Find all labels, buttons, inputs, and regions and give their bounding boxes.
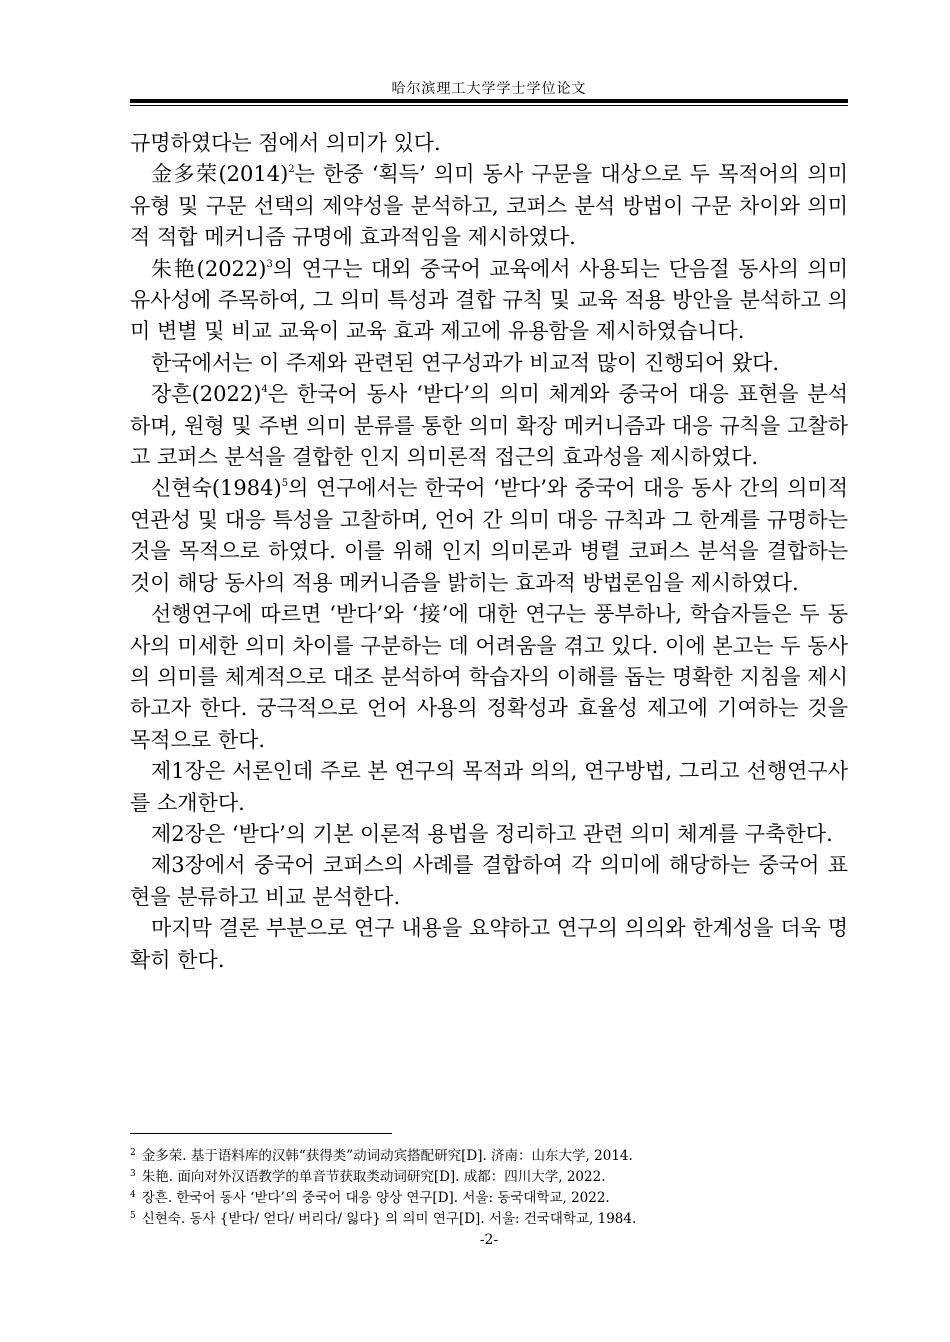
paragraph-text: 제1장은 서론인데 주로 본 연구의 목적과 의의, 연구방법, 그리고 선행연구사를 소개한다. xyxy=(130,759,848,815)
paragraph xyxy=(130,913,848,976)
paragraph xyxy=(130,819,848,850)
paragraph-text: 는 한중 ‘획득’ 의미 동사 구문을 대상으로 두 목적어의 의미 유형 및 구문 선택의 제약성을 분석하고, 코퍼스 분석 방법이 구문 차이와 의미적 적합 메커니즘 규명에 효과적임을 제시하였다. xyxy=(130,162,848,250)
paragraph-text: 신현숙(1984) xyxy=(151,476,282,501)
paragraph-text: 제2장은 ‘받다’의 기본 이론적 용법을 정리하고 관련 의미 체계를 구축한다. xyxy=(151,821,833,846)
footnotes xyxy=(130,1146,848,1230)
paragraph-text: 의 연구에서는 한국어 ‘받다’와 중국어 대응 동사 간의 의미적 연관성 및 대응 특성을 고찰하며, 언어 간 의미 대응 규칙과 그 한계를 규명하는 것을 목적으로 하였다. 이를 위해 인지 의미론과 병렬 코퍼스 분석을 결합하는 것이 해당 동사의 적용 메커니즘을 밝히는 효과적 방법론임을 제시하였다. xyxy=(130,476,848,595)
paragraph xyxy=(130,473,848,599)
paragraph-text: 朱艳(2022) xyxy=(151,256,267,281)
footnote-number: 4 xyxy=(130,1190,136,1200)
footnote-text: 金多荣. 基于语料库的汉韩“获得类”动词动宾搭配研究[D]. 济南：山东大学, 2014. xyxy=(141,1148,633,1164)
paragraph-text: 규명하였다는 점에서 의미가 있다. xyxy=(130,131,441,155)
footnote xyxy=(130,1188,848,1209)
footnote-number: 2 xyxy=(130,1148,136,1158)
header-rule-thick xyxy=(130,99,848,103)
paragraph xyxy=(130,254,848,348)
footnote xyxy=(130,1209,848,1230)
paragraph-text: 제3장에서 중국어 코퍼스의 사례를 결합하여 각 의미에 해당하는 중국어 표현을 분류하고 비교 분석한다. xyxy=(130,853,848,909)
paragraph-text: 은 한국어 동사 ‘받다’의 의미 체계와 중국어 대응 표현을 분석하며, 원형 및 주변 의미 분류를 통한 의미 확장 메커니즘과 대응 규칙을 고찰하고 코퍼스 분석을 결합한 인지 의미론적 접근의 효과성을 제시하였다. xyxy=(130,382,848,470)
paragraph xyxy=(130,599,848,756)
header-rule-thin xyxy=(130,105,848,106)
footnote-ref: 5 xyxy=(281,478,289,490)
footnote-ref: 4 xyxy=(261,384,268,396)
paragraph xyxy=(130,348,848,379)
paragraph xyxy=(130,128,848,159)
paragraph xyxy=(130,850,848,913)
footnote-number: 5 xyxy=(130,1211,136,1221)
paragraph-text: 의 연구는 대외 중국어 교육에서 사용되는 단음절 동사의 의미 유사성에 주목하여, 그 의미 특성과 결합 규칙 및 교육 적용 방안을 분석하고 의미 변별 및 비교 교육이 교육 효과 제고에 유용함을 제시하였습니다. xyxy=(130,256,848,344)
footnote-ref: 3 xyxy=(266,258,273,270)
paragraph-text: 마지막 결론 부분으로 연구 내용을 요약하고 연구의 의의와 한계성을 더욱 명확히 한다. xyxy=(130,916,848,972)
footnote-text: 朱艳. 面向对外汉语教学的单音节获取类动词研究[D]. 成都：四川大学, 2022. xyxy=(141,1169,606,1185)
paragraph-text: 선행연구에 따르면 ‘받다’와 ‘接’에 대한 연구는 풍부하나, 학습자들은 두 동사의 미세한 의미 차이를 구분하는 데 어려움을 겪고 있다. 이에 본고는 두 동사의 의미를 체계적으로 대조 분석하여 학습자의 이해를 돕는 명확한 지침을 제시하고자 한다. 궁극적으로 언어 사용의 정확성과 효율성 제고에 기여하는 것을 목적으로 한다. xyxy=(130,602,848,752)
body-text xyxy=(130,128,848,976)
page-number: -2- xyxy=(479,1232,499,1248)
paragraph xyxy=(130,379,848,473)
page-header-title: 哈尔滨理工大学学士学位论文 xyxy=(391,81,587,97)
footnote-ref: 2 xyxy=(288,164,295,176)
footnote-text: 장흔. 한국어 동사 ‘받다’의 중국어 대응 양상 연구[D]. 서울: 동국대학교, 2022. xyxy=(141,1190,610,1206)
footnote-number: 3 xyxy=(130,1169,136,1179)
footnote-separator xyxy=(130,1133,392,1134)
footnote-text: 신현숙. 동사 {받다/ 얻다/ 버리다/ 잃다} 의 의미 연구[D]. 서울: 건국대학교, 1984. xyxy=(141,1211,637,1227)
paragraph xyxy=(130,756,848,819)
paragraph-text: 장흔(2022) xyxy=(151,382,262,407)
paragraph xyxy=(130,159,848,253)
footnote xyxy=(130,1167,848,1188)
footnote xyxy=(130,1146,848,1167)
paragraph-text: 金多荣(2014) xyxy=(151,162,289,187)
paragraph-text: 한국에서는 이 주제와 관련된 연구성과가 비교적 많이 진행되어 왔다. xyxy=(151,350,780,375)
